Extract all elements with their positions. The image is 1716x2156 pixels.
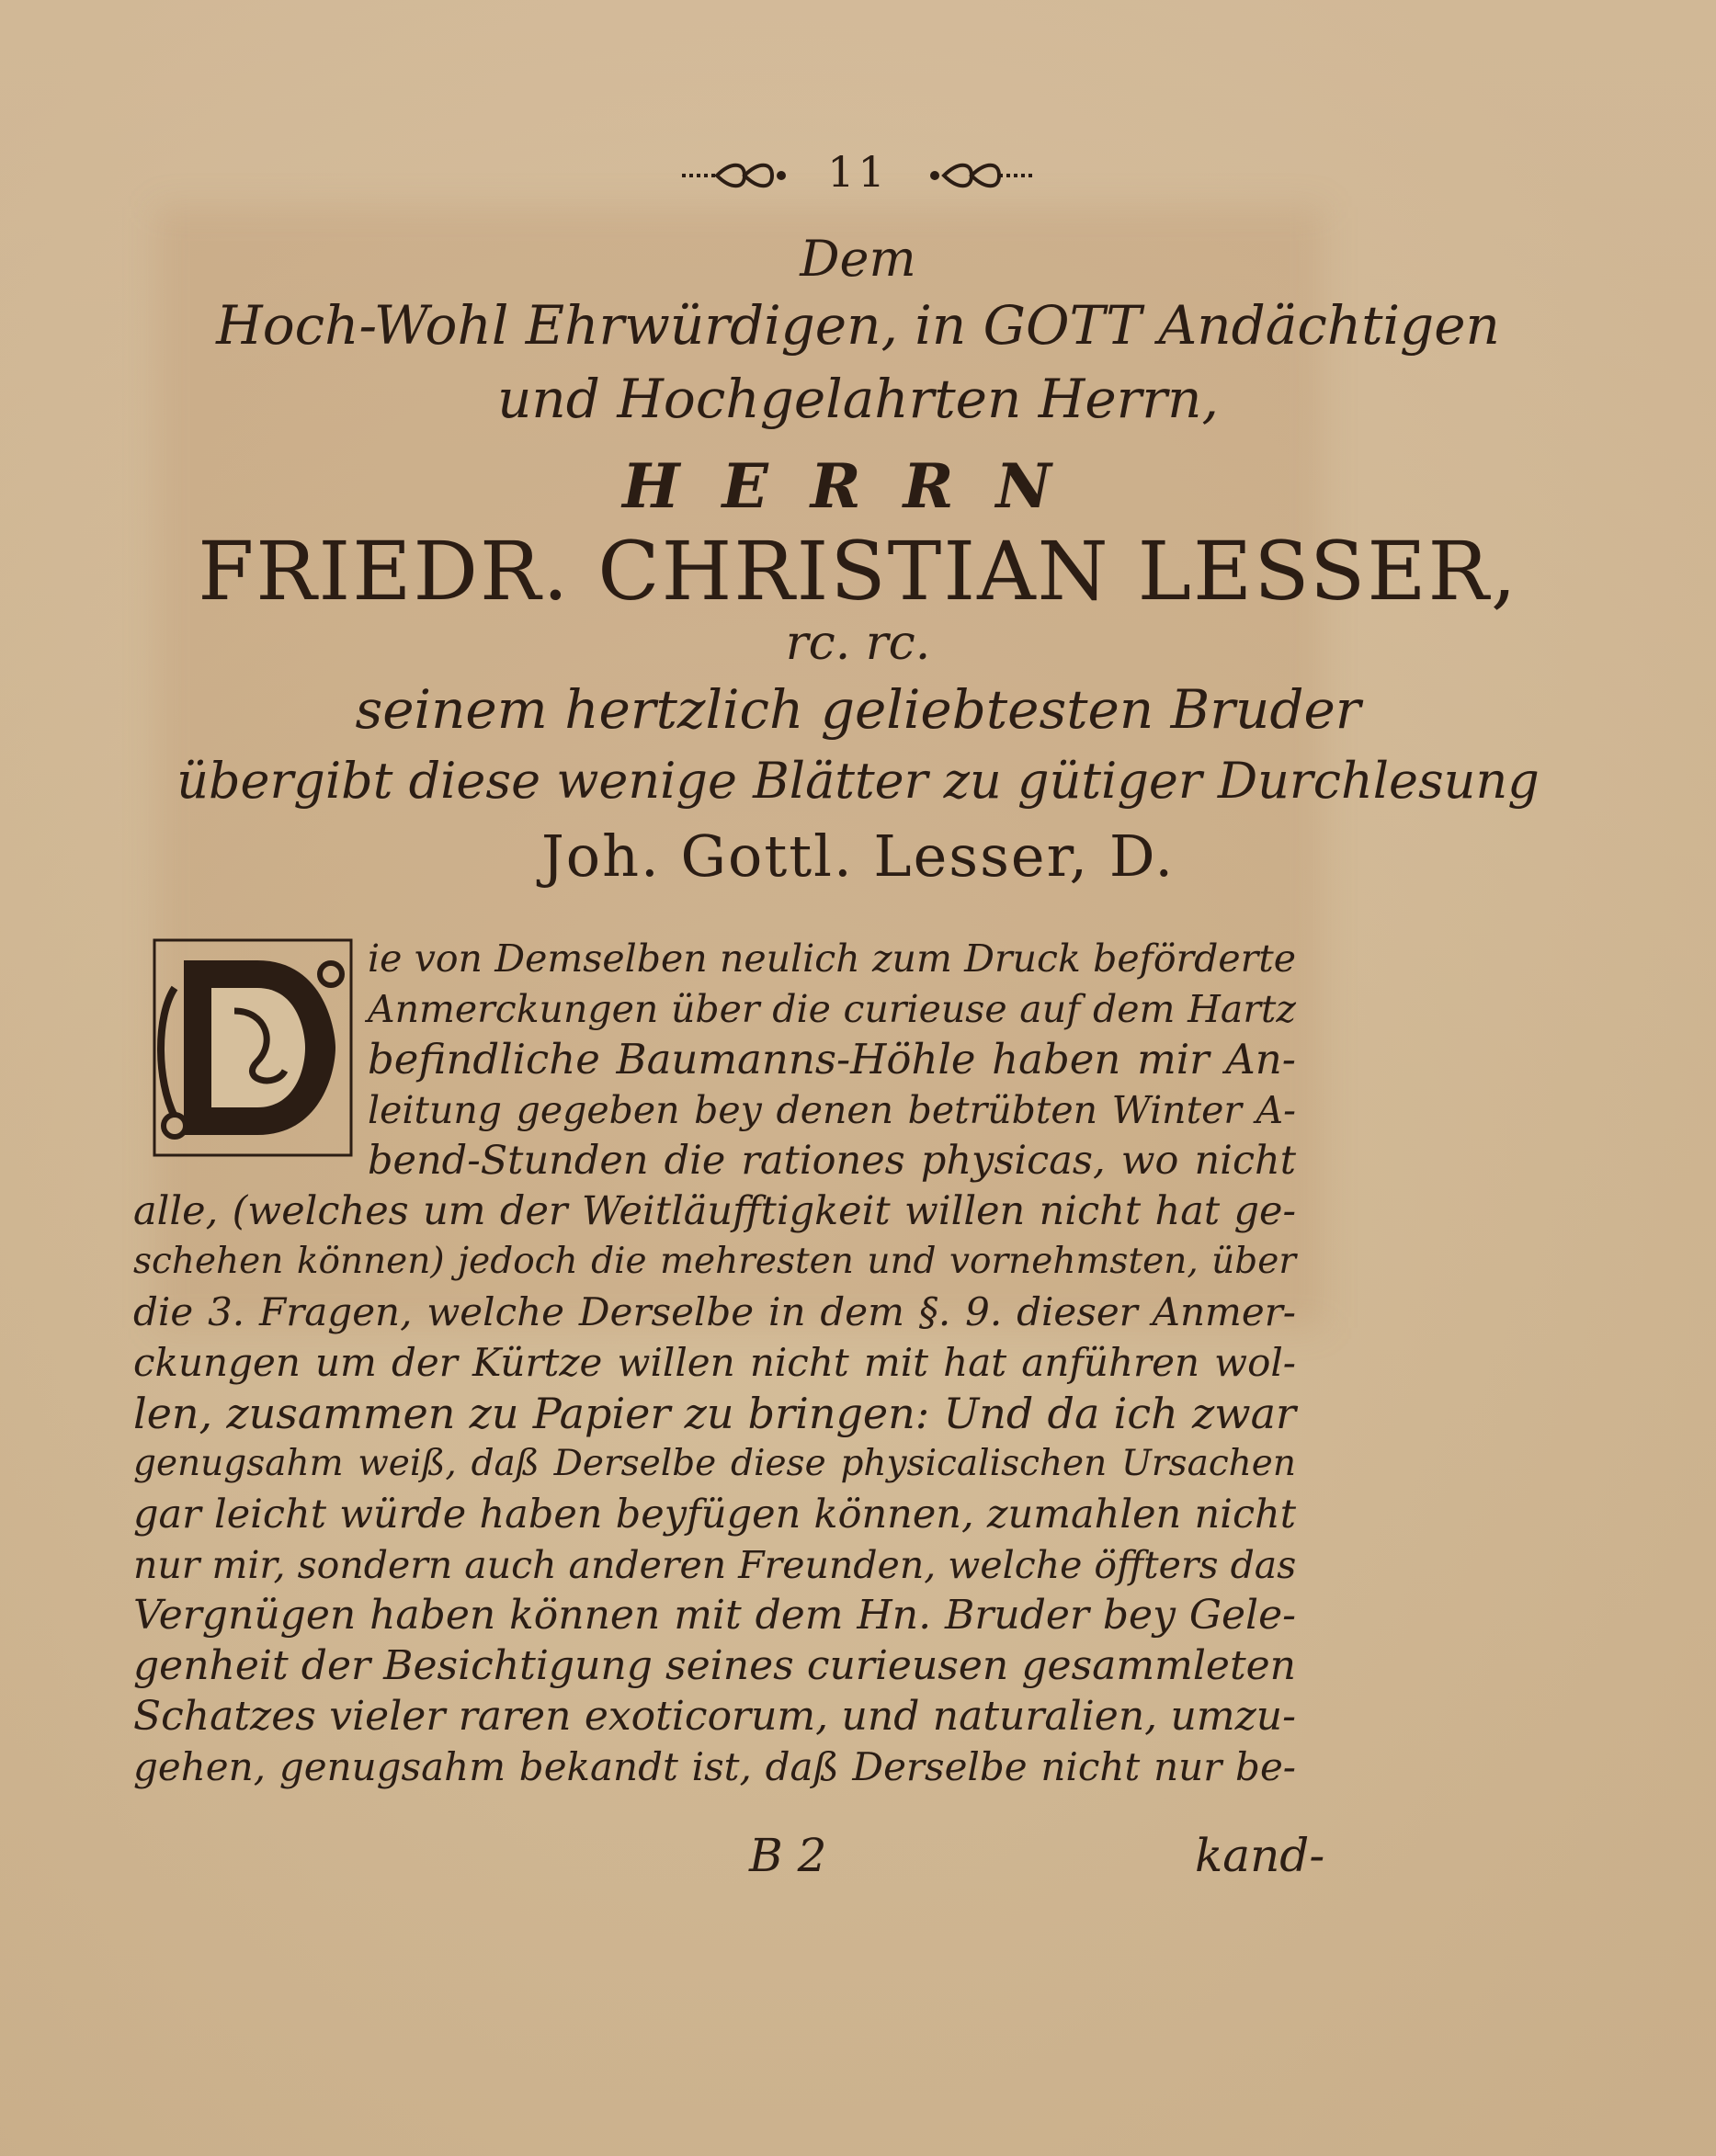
body-line: Vergnügen haben können mit dem Hn. Bruder bey Gele- bbox=[133, 1592, 1296, 1639]
dedication-line-a: seinem hertzlich geliebtesten Bruder bbox=[355, 678, 1361, 741]
decorated-initial-d bbox=[147, 933, 358, 1163]
body-line: die 3. Fragen, welche Derselbe in dem §. 9. dieser Anmer- bbox=[133, 1289, 1296, 1334]
dedication-line-b: übergibt diese wenige Blätter zu gütiger Durchlesung bbox=[176, 752, 1540, 810]
dedication-title-line-2: und Hochgelahrten Herrn, bbox=[497, 368, 1219, 430]
body-line: befindliche Baumanns-Höhle haben mir An- bbox=[368, 1035, 1296, 1084]
catchword: kand- bbox=[1195, 1829, 1325, 1882]
body-line: len, zusammen zu Papier zu bringen: Und da ich zwar bbox=[133, 1389, 1296, 1438]
page-header bbox=[0, 147, 1716, 197]
dedication-etc: rc. rc. bbox=[785, 616, 931, 671]
body-line: ie von Demselben neulich zum Druck beförderte bbox=[368, 936, 1296, 981]
body-line: gehen, genugsahm bekandt ist, daß Derselbe nicht nur be- bbox=[133, 1744, 1296, 1789]
left-ornament-icon bbox=[680, 157, 790, 194]
body-line: nur mir, sondern auch anderen Freunden, welche öffters das bbox=[133, 1543, 1297, 1587]
body-line: gar leicht würde haben beyfügen können, zumahlen nicht bbox=[133, 1492, 1296, 1538]
dedication-title-line: Hoch-Wohl Ehrwürdigen, in GOTT Andächtigen bbox=[216, 294, 1500, 357]
body-line: leitung gegeben bey denen betrübten Winter A- bbox=[368, 1088, 1296, 1132]
page-number: 11 bbox=[827, 147, 889, 197]
dedication-author: Joh. Gottl. Lesser, D. bbox=[540, 823, 1176, 890]
body-line: bend-Stunden die rationes physicas, wo nicht bbox=[368, 1138, 1296, 1184]
body-line: ckungen um der Kürtze willen nicht mit hat anführen wol- bbox=[133, 1340, 1296, 1385]
right-ornament-icon bbox=[926, 157, 1036, 194]
dedication-dem: Dem bbox=[800, 230, 916, 288]
dedication-name: FRIEDR. CHRISTIAN LESSER, bbox=[198, 524, 1518, 618]
body-line: schehen können) jedoch die mehresten und vornehmsten, über bbox=[133, 1241, 1296, 1282]
dedication-herrn: HERRN bbox=[622, 450, 1094, 522]
body-line: genheit der Besichtigung seines curieusen gesammleten bbox=[133, 1642, 1296, 1689]
body-line: Anmerckungen über die curieuse auf dem Hartz bbox=[368, 987, 1296, 1031]
signature-mark: B 2 bbox=[749, 1829, 827, 1882]
body-line: genugsahm weiß, daß Derselbe diese physicalischen Ursachen bbox=[133, 1443, 1296, 1484]
body-line: alle, (welches um der Weitläufftigkeit willen nicht hat ge- bbox=[133, 1188, 1296, 1234]
body-line: Schatzes vieler raren exoticorum, und naturalien, umzu- bbox=[133, 1693, 1296, 1740]
